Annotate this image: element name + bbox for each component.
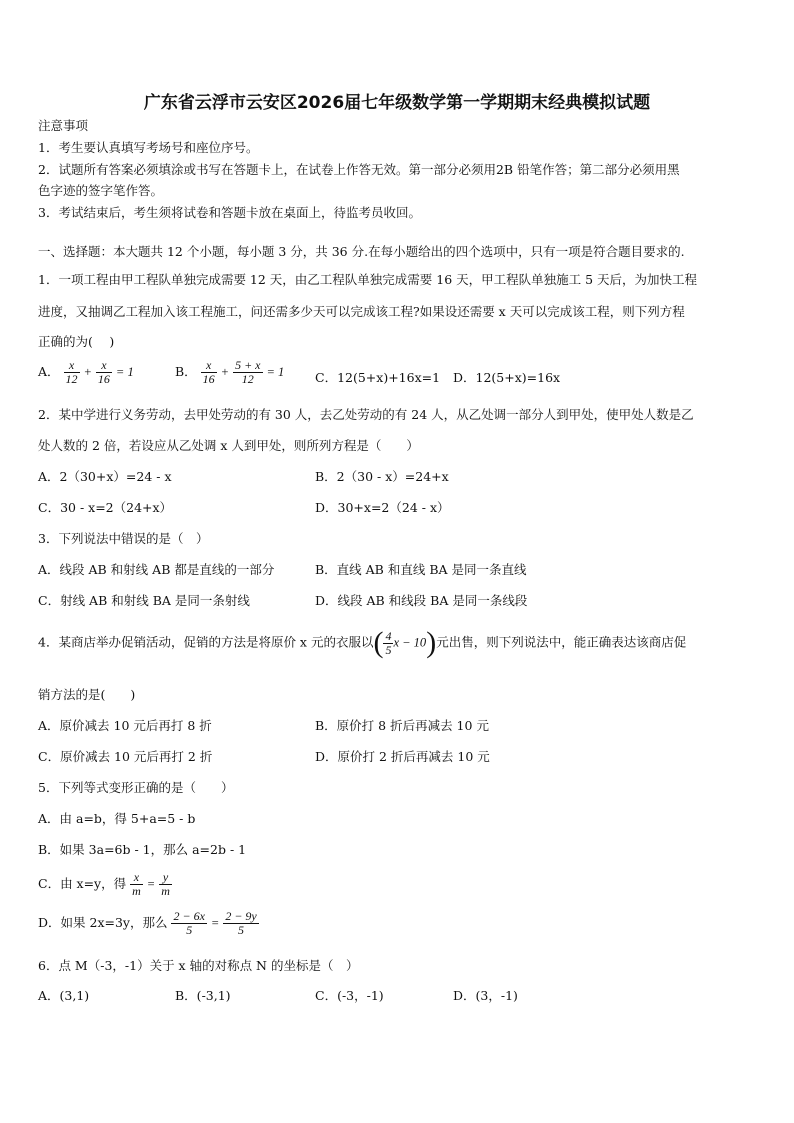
q1-line-3: 正确的为( ): [38, 334, 115, 349]
q1-option-b: B． $\frac{x}{16}$ + $\frac{5 + x}{12}$ = 1: [175, 358, 285, 386]
q4-option-a: A．原价减去 10 元后再打 8 折: [38, 718, 212, 733]
q4-option-d: D．原价打 2 折后再减去 10 元: [315, 749, 490, 764]
q5-c-frac-1: $\frac{x}{m}$: [132, 870, 141, 898]
q1-option-d: D．12(5+x)=16x: [453, 370, 561, 385]
q1-option-b-label: B．: [175, 364, 197, 379]
q1-a-frac-2: $\frac{x}{16}$: [97, 358, 110, 386]
q5-c-frac-2: $\frac{y}{m}$: [161, 870, 170, 898]
q5-option-c: C．由 x=y，得 $\frac{x}{m}$ = $\frac{y}{m}$: [38, 870, 170, 898]
q5-stem: 5．下列等式变形正确的是（ ）: [38, 780, 234, 795]
q3-option-d: D．线段 AB 和线段 BA 是同一条线段: [315, 593, 528, 608]
section-heading: 一、选择题：本大题共 12 个小题，每小题 3 分，共 36 分.在每小题给出的四个选项中，只有一项是符合题目要求的.: [38, 244, 685, 259]
q3-stem: 3．下列说法中错误的是（ ）: [38, 531, 209, 546]
q4-stem-after: 元出售，则下列说法中，能正确表达该商店促: [436, 634, 687, 650]
q1-option-c: C．12(5+x)+16x=1: [315, 370, 441, 385]
q4-stem: 4．某商店举办促销活动，促销的方法是将原价 x 元的衣服以( $\frac{4}{5}$ x − 10)元出售，则下列说法中，能正确表达该商店促: [38, 626, 687, 659]
notice-item-1: 1．考生要认真填写考场号和座位序号。: [38, 140, 259, 155]
q3-option-a: A．线段 AB 和射线 AB 都是直线的一部分: [38, 562, 275, 577]
q6-option-b: B．(-3,1): [175, 988, 231, 1003]
q4-frac: $\frac{4}{5}$: [385, 628, 392, 657]
q5-d-frac-1: $\frac{2 - 6x}{5}$: [173, 909, 205, 937]
q1-option-a-label: A．: [38, 364, 60, 379]
q5-option-d-prefix: D．如果 2x=3y，那么: [38, 915, 168, 930]
notice-item-2-cont: 色字迹的签字笔作答。: [38, 183, 164, 198]
q5-d-frac-2: $\frac{2 - 9y}{5}$: [225, 909, 257, 937]
q1-option-a: A． $\frac{x}{12}$ + $\frac{x}{16}$ = 1: [38, 358, 134, 386]
q4-expr-tail: x − 10: [393, 635, 427, 650]
q5-option-b: B．如果 3a=6b - 1，那么 a=2b - 1: [38, 842, 247, 857]
notice-item-2: 2．试题所有答案必须填涂或书写在答题卡上，在试卷上作答无效。第一部分必须用2B 铅笔作答；第二部分必须用黑: [38, 162, 680, 177]
q1-line-2: 进度，又抽调乙工程加入该工程施工，问还需多少天可以完成该工程?如果设还需要 x 天可以完成该工程，则下列方程: [38, 304, 685, 319]
q1-b-frac-2: $\frac{5 + x}{12}$: [235, 358, 261, 386]
q5-option-a: A．由 a=b，得 5+a=5 - b: [38, 811, 196, 826]
q2-option-a: A．2（30+x）=24 - x: [38, 469, 172, 484]
q1-line-1: 1．一项工程由甲工程队单独完成需要 12 天，由乙工程队单独完成需要 16 天，甲工程队单独施工 5 天后，为加快工程: [38, 272, 698, 287]
q6-stem: 6．点 M（-3，-1）关于 x 轴的对称点 N 的坐标是（ ）: [38, 958, 359, 973]
q3-option-c: C．射线 AB 和射线 BA 是同一条射线: [38, 593, 250, 608]
q2-line-1: 2．某中学进行义务劳动，去甲处劳动的有 30 人，去乙处劳动的有 24 人，从乙处调一部分人到甲处，使甲处人数是乙: [38, 407, 694, 422]
q4-option-b: B．原价打 8 折后再减去 10 元: [315, 718, 489, 733]
page-title: 广东省云浮市云安区2026届七年级数学第一学期期末经典模拟试题: [143, 93, 651, 113]
q6-option-a: A．(3,1): [38, 988, 90, 1003]
q1-b-frac-1: $\frac{x}{16}$: [202, 358, 215, 386]
notice-heading: 注意事项: [38, 118, 89, 133]
q6-option-c: C．(-3，-1): [315, 988, 384, 1003]
q4-line-2: 销方法的是( ): [38, 687, 136, 702]
q6-option-d: D．(3，-1): [453, 988, 518, 1003]
q4-option-c: C．原价减去 10 元后再打 2 折: [38, 749, 213, 764]
q2-option-c: C．30 - x=2（24+x）: [38, 500, 173, 515]
q4-stem-before: 4．某商店举办促销活动，促销的方法是将原价 x 元的衣服以: [38, 634, 374, 650]
q3-option-b: B．直线 AB 和直线 BA 是同一条直线: [315, 562, 527, 577]
q2-option-b: B．2（30 - x）=24+x: [315, 469, 449, 484]
q5-option-c-prefix: C．由 x=y，得: [38, 876, 127, 891]
q2-option-d: D．30+x=2（24 - x）: [315, 500, 450, 515]
q5-option-d: D．如果 2x=3y，那么 $\frac{2 - 6x}{5}$ = $\frac{2 - 9y}{5}$: [38, 909, 257, 937]
q2-line-2: 处人数的 2 倍，若设应从乙处调 x 人到甲处，则所列方程是（ ）: [38, 438, 419, 453]
notice-item-3: 3．考试结束后，考生须将试卷和答题卡放在桌面上，待监考员收回。: [38, 205, 421, 220]
q1-a-frac-1: $\frac{x}{12}$: [65, 358, 78, 386]
